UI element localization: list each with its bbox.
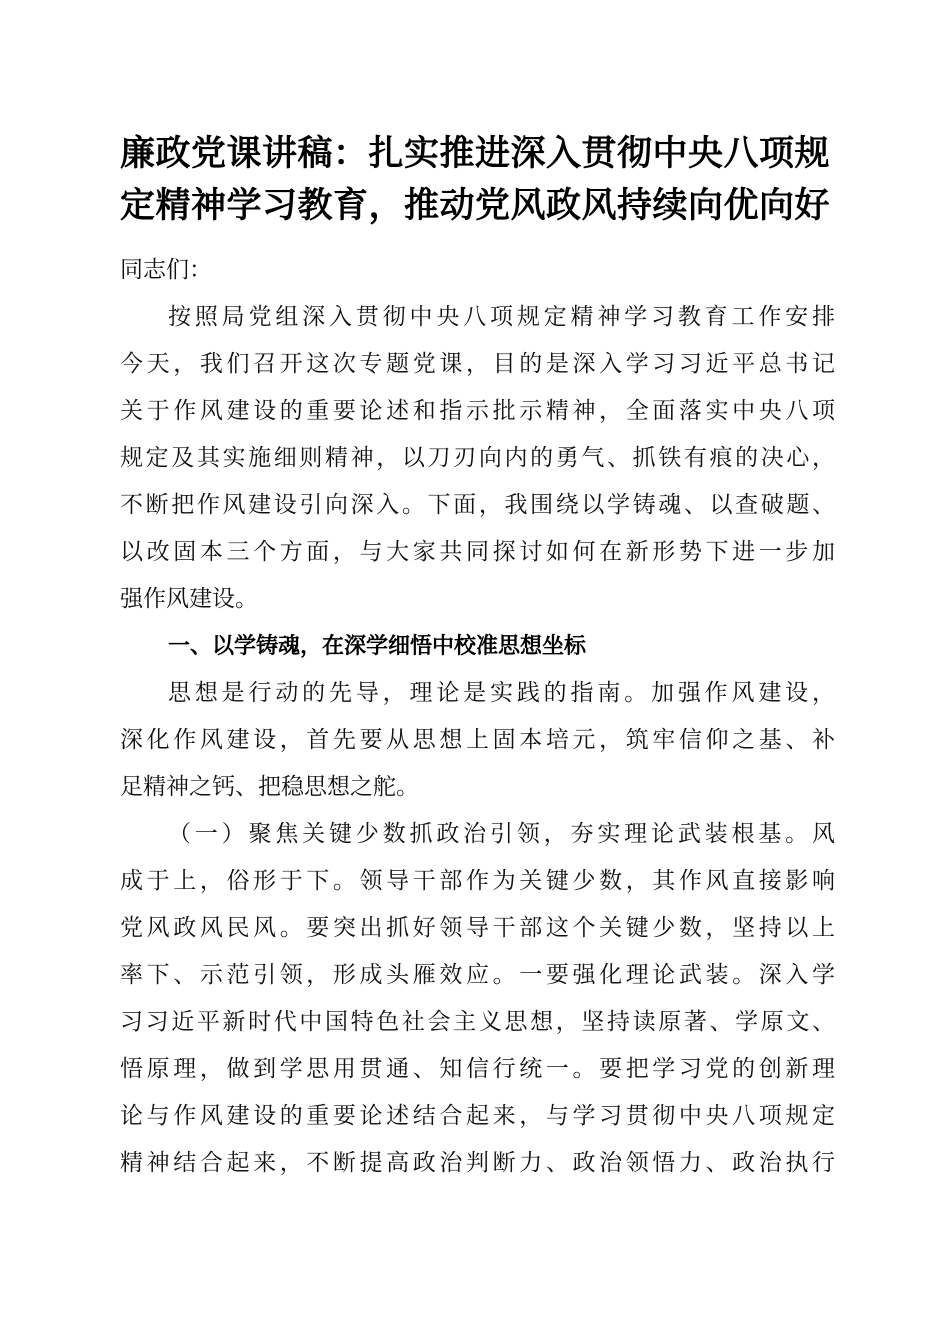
paragraph-line: 按照局党组深入贯彻中央八项规定精神学习教育工作安排	[168, 304, 835, 330]
paragraph-line: 关于作风建设的重要论述和指示批示精神，全面落实中央八项	[120, 398, 835, 424]
paragraph-line: 思想是行动的先导，理论是实践的指南。加强作风建设，	[168, 680, 835, 706]
section-1-heading: 一、以学铸魂，在深学细悟中校准思想坐标	[168, 634, 587, 659]
paragraph-line: 党风政风民风。要突出抓好领导干部这个关键少数，坚持以上	[120, 915, 835, 941]
paragraph-line: 精神结合起来，不断提高政治判断力、政治领悟力、政治执行	[120, 1150, 835, 1176]
greeting-paragraph	[120, 247, 835, 294]
paragraph-line: 足精神之钙、把稳思想之舵。	[120, 774, 419, 800]
intro-paragraph	[120, 294, 835, 623]
document-body	[120, 247, 835, 1187]
paragraph-line: 今天，我们召开这次专题党课，目的是深入学习习近平总书记	[120, 351, 835, 377]
section-heading	[120, 623, 835, 670]
paragraph-line: 习习近平新时代中国特色社会主义思想，坚持读原著、学原文、	[120, 1009, 835, 1035]
paragraph-line: 率下、示范引领，形成头雁效应。一要强化理论武装。深入学	[120, 962, 835, 988]
paragraph-line: 成于上，俗形于下。领导干部作为关键少数，其作风直接影响	[120, 868, 835, 894]
subsection-1-paragraph	[120, 811, 835, 1187]
title-line: 定精神学习教育，推动党风政风持续向优向好	[120, 186, 831, 226]
paragraph-line: （一）聚焦关键少数抓政治引领，夯实理论武装根基。风	[168, 821, 835, 847]
paragraph-line: 以改固本三个方面，与大家共同探讨如何在新形势下进一步加	[120, 539, 835, 565]
paragraph-line: 强作风建设。	[120, 586, 258, 612]
paragraph-line: 不断把作风建设引向深入。下面，我围绕以学铸魂、以查破题、	[120, 492, 835, 518]
paragraph-line: 论与作风建设的重要论述结合起来，与学习贯彻中央八项规定	[120, 1103, 835, 1129]
title-line: 廉政党课讲稿：扎实推进深入贯彻中央八项规	[120, 134, 831, 174]
paragraph-line: 深化作风建设，首先要从思想上固本培元，筑牢信仰之基、补	[120, 727, 835, 753]
paragraph-line: 悟原理，做到学思用贯通、知信行统一。要把学习党的创新理	[120, 1056, 835, 1082]
document-title	[120, 128, 840, 232]
paragraph-line: 规定及其实施细则精神，以刀刃向内的勇气、抓铁有痕的决心，	[120, 445, 835, 471]
greeting-text: 同志们：	[120, 257, 212, 283]
section-1-paragraph	[120, 670, 835, 811]
